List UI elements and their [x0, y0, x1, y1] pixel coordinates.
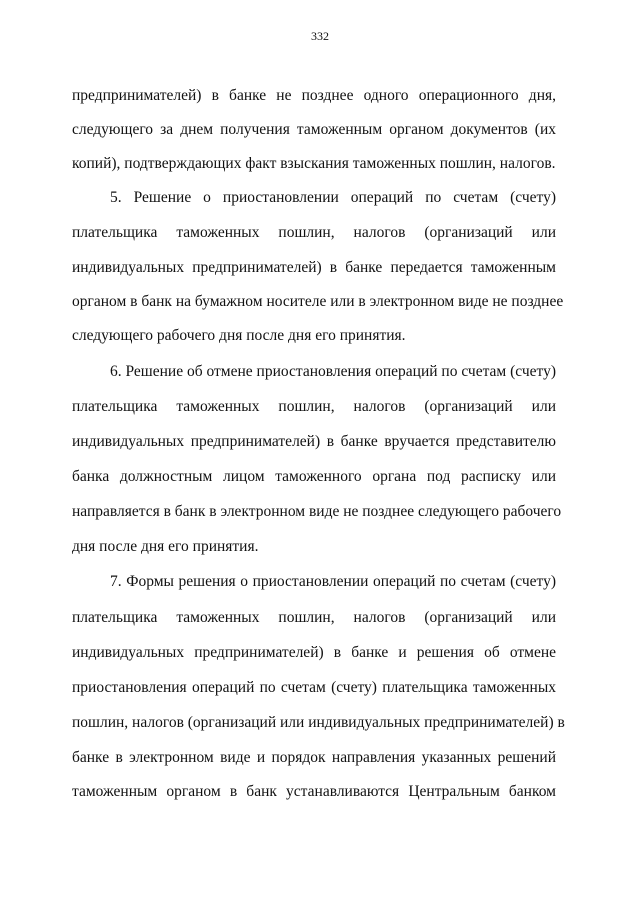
text-line: пошлин, налогов (организаций или индивидуальных предпринимателей) в [72, 714, 565, 731]
text-line: индивидуальных предпринимателей) в банке вручается представителю [72, 433, 556, 450]
text-line: индивидуальных предпринимателей) в банке передается таможенным [72, 259, 556, 276]
text-line: 6. Решение об отмене приостановления операций по счетам (счету) [110, 363, 556, 380]
text-line: банке в электронном виде и порядок направления указанных решений [72, 749, 556, 766]
text-line: плательщика таможенных пошлин, налогов (организаций или [72, 609, 556, 626]
page-number: 332 [311, 29, 329, 43]
text-line: плательщика таможенных пошлин, налогов (организаций или [72, 224, 556, 241]
text-line: плательщика таможенных пошлин, налогов (организаций или [72, 398, 556, 415]
text-line: 7. Формы решения о приостановлении операций по счетам (счету) [110, 573, 556, 590]
text-line: приостановления операций по счетам (счету) плательщика таможенных [72, 679, 556, 696]
text-line: индивидуальных предпринимателей) в банке и решения об отмене [72, 644, 556, 661]
text-line: органом в банк на бумажном носителе или в электронном виде не позднее [72, 293, 564, 310]
text-line: направляется в банк в электронном виде не позднее следующего рабочего [72, 503, 562, 520]
text-line: банка должностным лицом таможенного органа под расписку или [72, 468, 556, 485]
text-line: копий), подтверждающих факт взыскания таможенных пошлин, налогов. [72, 155, 556, 172]
text-line: дня после дня его принятия. [72, 538, 259, 555]
text-line: следующего рабочего дня после дня его принятия. [72, 327, 406, 344]
text-line: 5. Решение о приостановлении операций по счетам (счету) [110, 189, 556, 206]
text-line: таможенным органом в банк устанавливаются Центральным банком [72, 783, 556, 800]
text-line: предпринимателей) в банке не позднее одного операционного дня, [72, 87, 556, 104]
text-line: следующего за днем получения таможенным органом документов (их [72, 121, 556, 138]
